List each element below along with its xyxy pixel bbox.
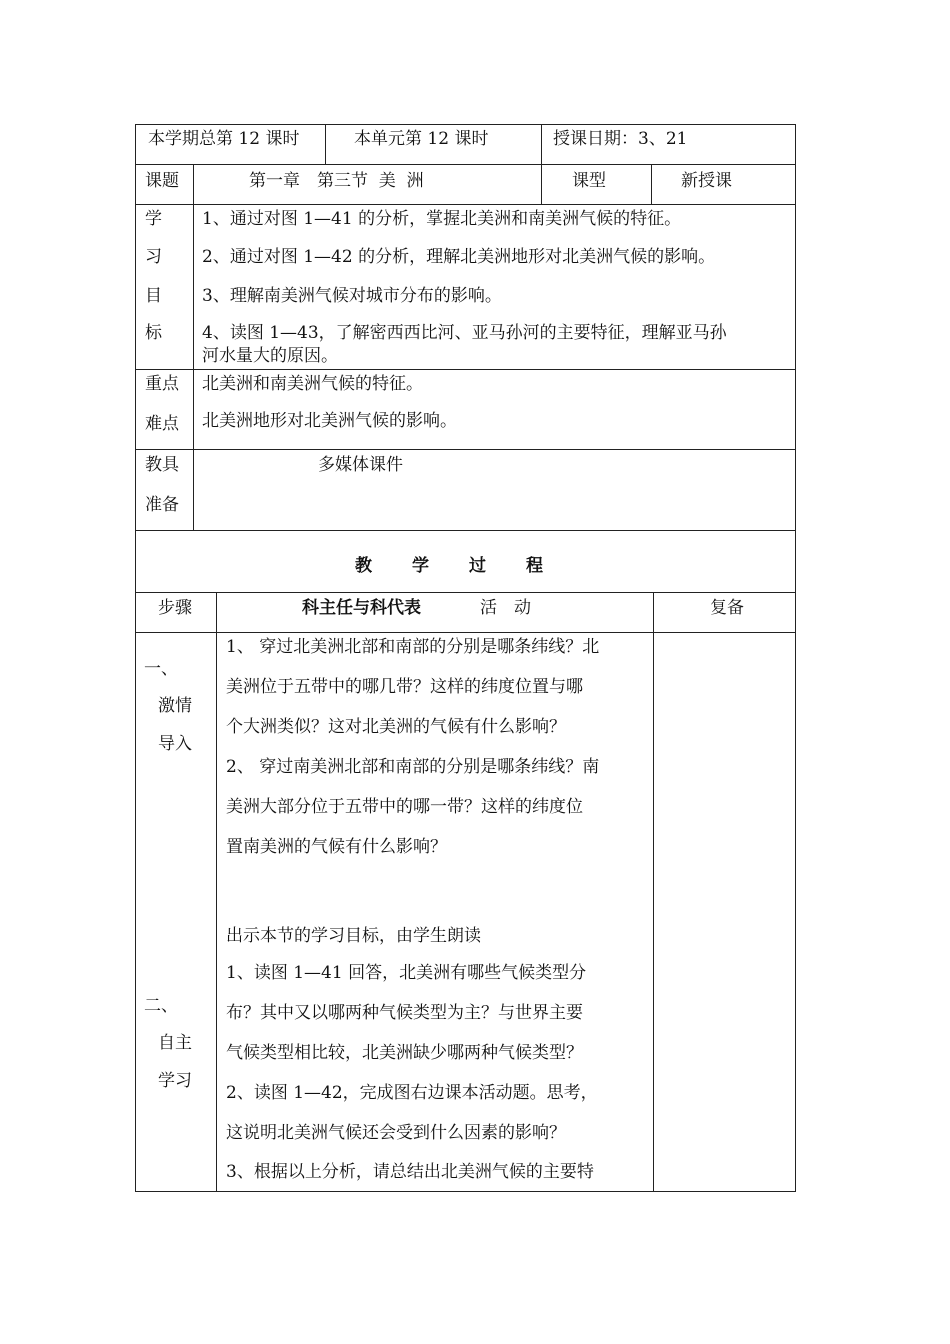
column-header-step: 步骤 (158, 598, 192, 618)
step-name: 自主 (158, 1033, 192, 1053)
step-number: 一、 (144, 659, 178, 679)
objective-item: 4、读图 1—43，了解密西西比河、亚马孙河的主要特征，理解亚马孙 (202, 323, 727, 343)
process-title-char: 教 (355, 556, 372, 576)
process-title-char: 过 (469, 556, 486, 576)
activity-line: 出示本节的学习目标，由学生朗读 (226, 926, 481, 946)
step-name: 导入 (158, 734, 192, 754)
lesson-type-label: 课型 (572, 171, 606, 191)
col-divider (653, 592, 654, 1192)
tools-value: 多媒体课件 (318, 455, 403, 475)
objectives-label-char: 标 (145, 323, 162, 343)
row-divider (135, 632, 796, 633)
total-lesson-count: 本学期总第 12 课时 (148, 129, 300, 149)
row-divider (135, 164, 796, 165)
step-name: 学习 (158, 1071, 192, 1091)
row-divider (135, 530, 796, 531)
table-border-top (135, 124, 796, 125)
activity-line: 个大洲类似？这对北美洲的气候有什么影响？ (226, 717, 566, 737)
objectives-label-char: 目 (145, 286, 162, 306)
row-divider (135, 592, 796, 593)
activity-line: 气候类型相比较，北美洲缺少哪两种气候类型？ (226, 1043, 583, 1063)
lesson-type-value: 新授课 (681, 171, 732, 191)
col-divider (216, 592, 217, 1192)
row-divider (135, 369, 796, 370)
table-border-bottom (135, 1191, 796, 1192)
activity-line: 2、读图 1—42，完成图右边课本活动题。思考， (226, 1083, 598, 1103)
key-point-text: 北美洲和南美洲气候的特征。 (202, 374, 423, 394)
objective-item: 2、通过对图 1—42 的分析，理解北美洲地形对北美洲气候的影响。 (202, 247, 716, 267)
process-title-char: 学 (412, 556, 429, 576)
objective-item: 河水量大的原因。 (202, 346, 338, 366)
objectives-label-char: 学 (145, 209, 162, 229)
row-divider (135, 449, 796, 450)
activity-line: 1、 穿过北美洲北部和南部的分别是哪条纬线？北 (226, 637, 600, 657)
row-divider (135, 204, 796, 205)
keypoints-label: 重点 (145, 374, 179, 394)
col-divider (193, 164, 194, 204)
objective-item: 3、理解南美洲气候对城市分布的影响。 (202, 286, 502, 306)
column-header-revise: 复备 (710, 598, 744, 618)
table-border-right (795, 124, 796, 1192)
objective-item: 1、通过对图 1—41 的分析，掌握北美洲和南美洲气候的特征。 (202, 209, 682, 229)
step-name: 激情 (158, 696, 192, 716)
activity-line: 美洲大部分位于五带中的哪一带？这样的纬度位 (226, 797, 583, 817)
col-divider (541, 124, 542, 164)
lesson-date: 授课日期：3、21 (553, 129, 688, 149)
activity-line: 美洲位于五带中的哪几带？这样的纬度位置与哪 (226, 677, 583, 697)
difficult-point-text: 北美洲地形对北美洲气候的影响。 (202, 411, 457, 431)
activity-line: 2、 穿过南美洲北部和南部的分别是哪条纬线？南 (226, 757, 600, 777)
col-divider (193, 204, 194, 530)
process-title-char: 程 (526, 556, 543, 576)
activity-line: 3、根据以上分析，请总结出北美洲气候的主要特 (226, 1162, 594, 1182)
activity-line: 置南美洲的气候有什么影响？ (226, 837, 447, 857)
topic-label: 课题 (145, 171, 179, 191)
topic-value: 第一章 第三节 美 洲 (249, 171, 424, 191)
col-divider (651, 164, 652, 204)
col-divider (541, 164, 542, 204)
unit-lesson-count: 本单元第 12 课时 (354, 129, 489, 149)
column-header-activity: 科主任与科代表 (302, 598, 421, 618)
tools-label: 准备 (145, 495, 179, 515)
activity-line: 这说明北美洲气候还会受到什么因素的影响？ (226, 1123, 566, 1143)
tools-label: 教具 (145, 455, 179, 475)
table-border-left (135, 124, 136, 1192)
col-divider (325, 124, 326, 164)
activity-line: 布？其中又以哪两种气候类型为主？与世界主要 (226, 1003, 583, 1023)
step-number: 二、 (144, 996, 178, 1016)
column-header-activity-2: 活 动 (480, 598, 531, 618)
keypoints-label: 难点 (145, 414, 179, 434)
objectives-label-char: 习 (145, 247, 162, 267)
activity-line: 1、读图 1—41 回答，北美洲有哪些气候类型分 (226, 963, 587, 983)
